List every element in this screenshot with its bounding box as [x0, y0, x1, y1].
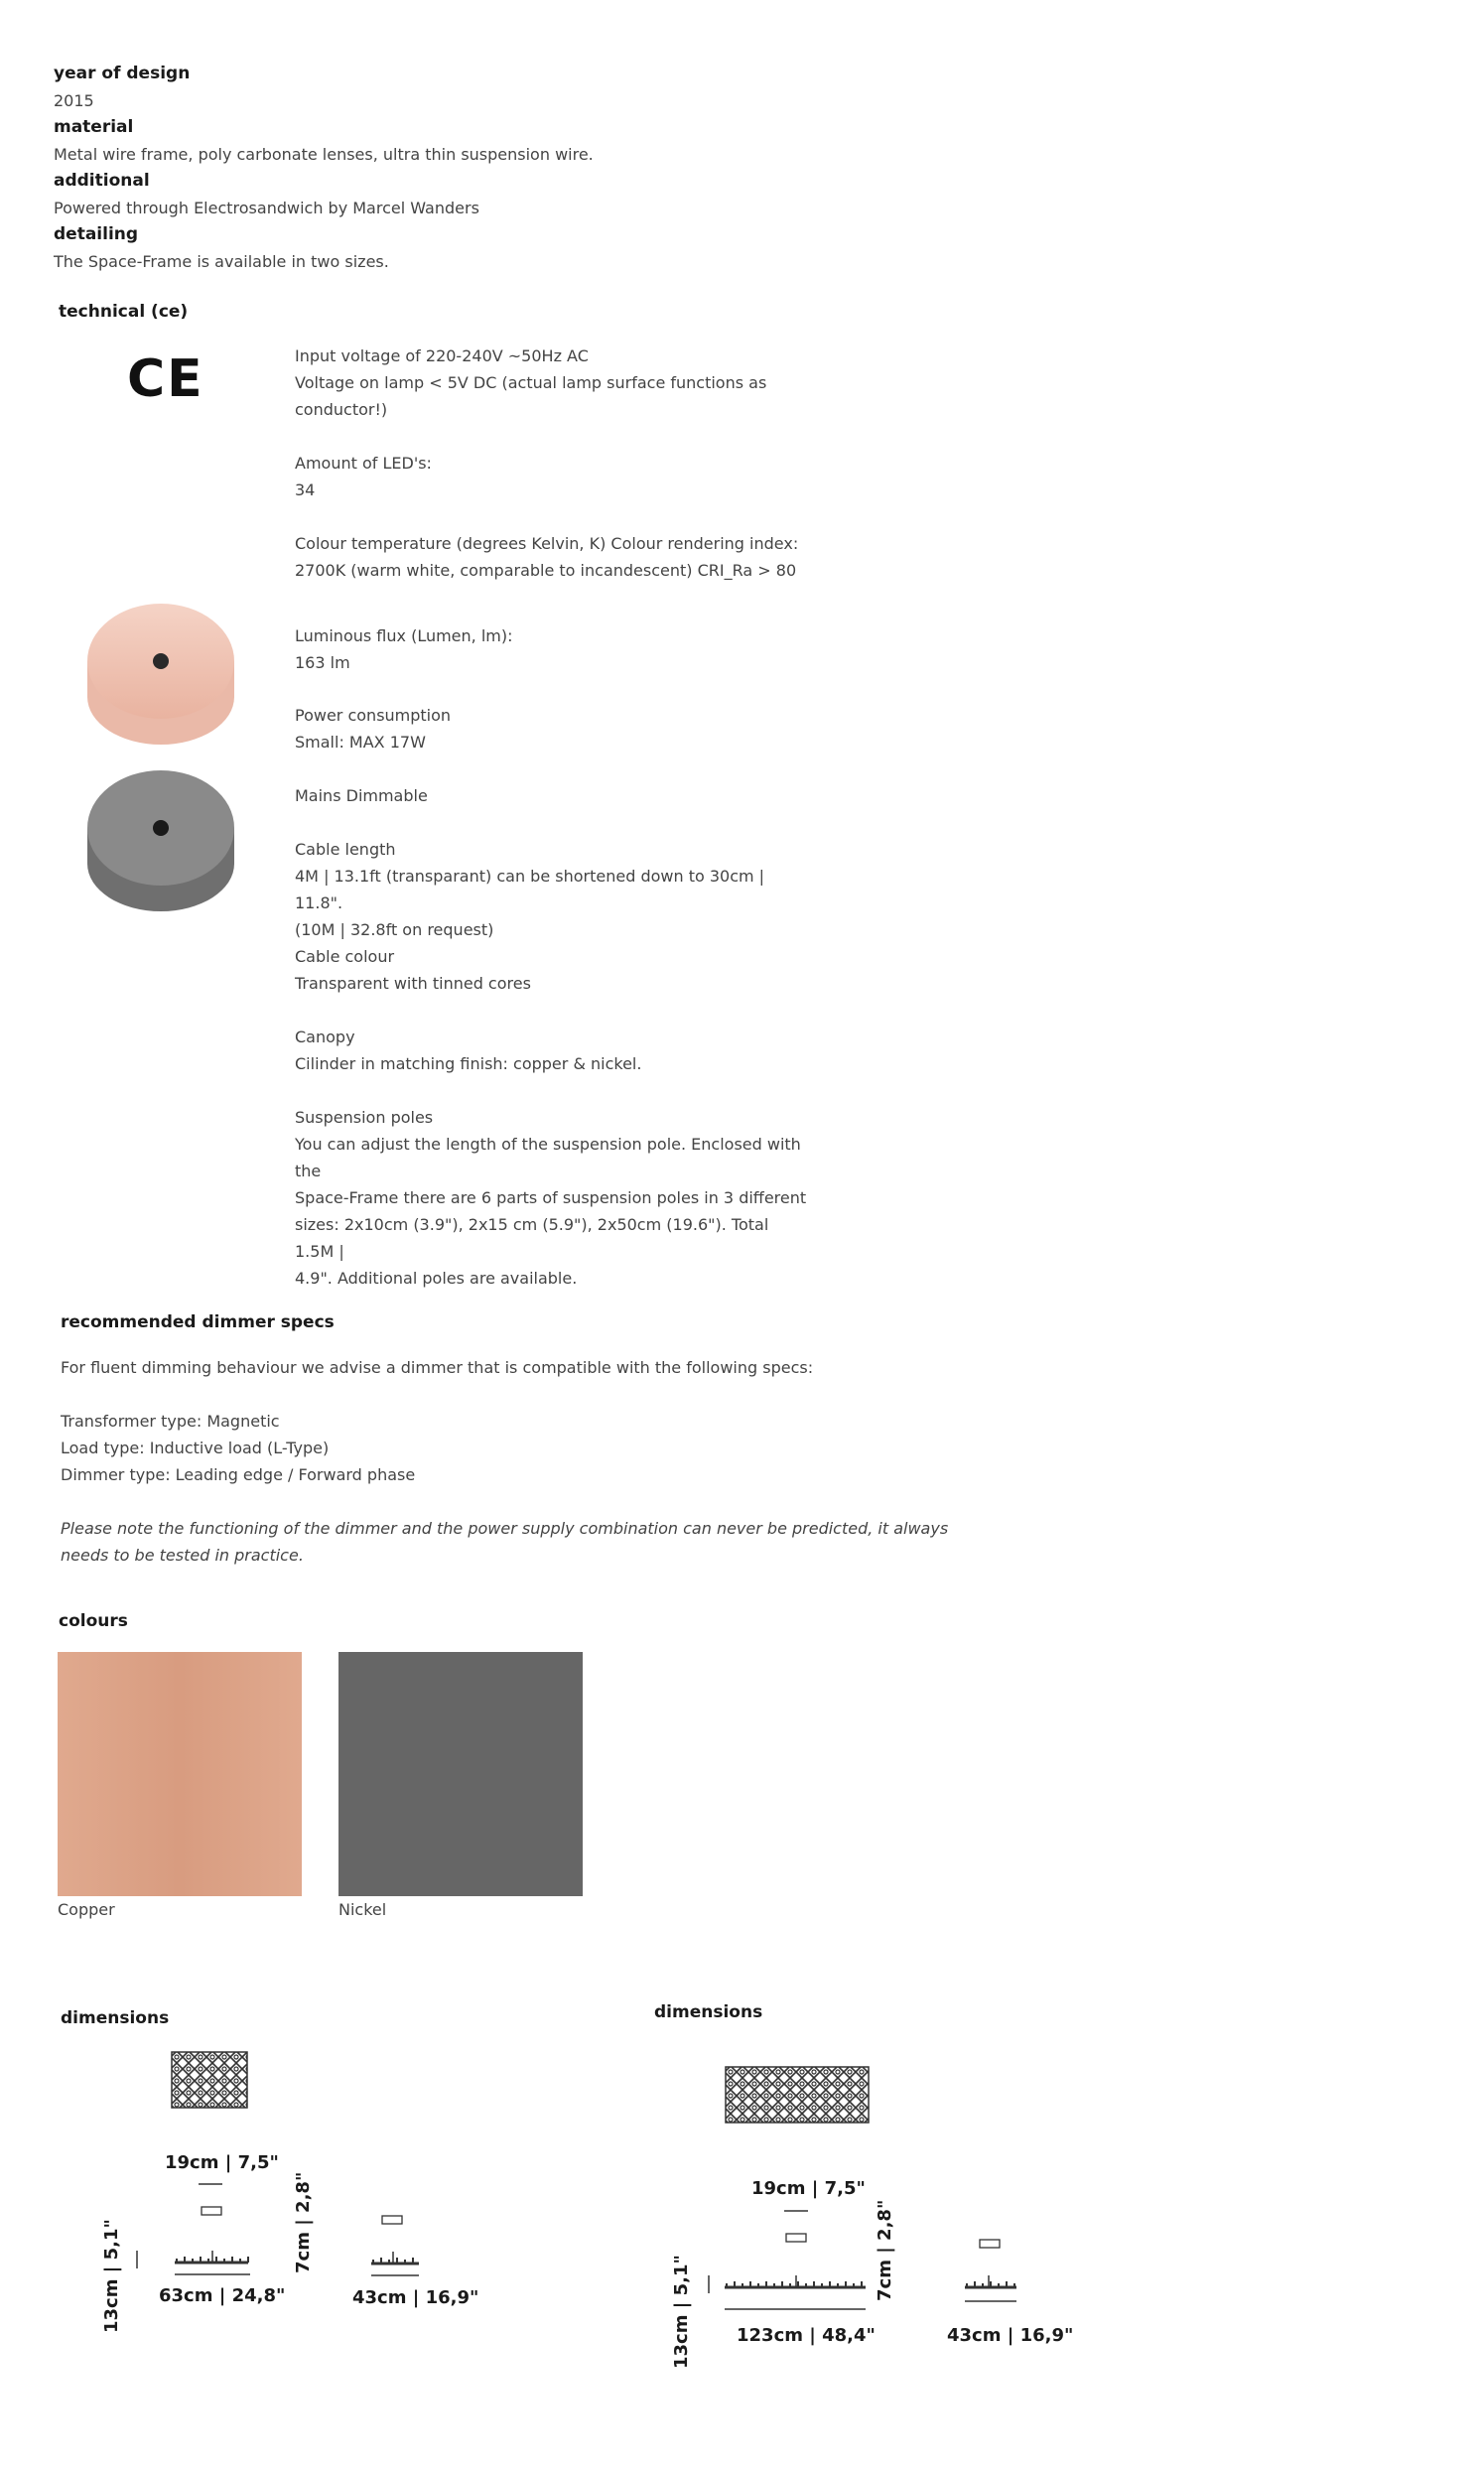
lamp-frame-small-icon	[171, 2051, 248, 2109]
spec-dimmable: Mains Dimmable	[295, 786, 428, 805]
dim-small-length: 63cm | 24,8"	[159, 2285, 286, 2306]
spec-poles-label: Suspension poles	[295, 1108, 434, 1127]
dim-large-depth: 43cm | 16,9"	[947, 2325, 1074, 2346]
dim-small-height-small: 7cm | 2,8"	[293, 2171, 314, 2273]
spec-voltage-line2: Voltage on lamp < 5V DC (actual lamp surface functions as	[295, 373, 767, 392]
info-value-year: 2015	[54, 91, 94, 110]
copper-swatch[interactable]	[58, 1652, 302, 1896]
spec-poles-line3: sizes: 2x10cm (3.9"), 2x15 cm (5.9"), 2x50cm (19.6"). Total 1.5M |	[295, 1215, 769, 1261]
copper-canopy-image	[83, 600, 238, 749]
dim-large-width-top: 19cm | 7,5"	[751, 2178, 866, 2199]
ce-mark-icon: CE	[127, 349, 204, 409]
dimmer-spec-transformer: Transformer type: Magnetic	[61, 1412, 280, 1431]
spec-cable-length-note: (10M | 32.8ft on request)	[295, 920, 494, 939]
dim-small-width-top: 19cm | 7,5"	[165, 2152, 279, 2173]
dimensions-heading-small: dimensions	[61, 2008, 170, 2028]
spec-colour-temp-value: 2700K (warm white, comparable to incandescent) CRI_Ra > 80	[295, 561, 797, 580]
dim-small-depth: 43cm | 16,9"	[352, 2287, 479, 2308]
spec-voltage-line1: Input voltage of 220-240V ~50Hz AC	[295, 346, 589, 365]
spec-flux-label: Luminous flux (Lumen, lm):	[295, 626, 513, 645]
spec-voltage-line3: conductor!)	[295, 400, 388, 419]
dimmer-spec-type: Dimmer type: Leading edge / Forward phase	[61, 1465, 416, 1484]
dimmer-intro: For fluent dimming behaviour we advise a dimmer that is compatible with the following specs:	[61, 1358, 814, 1377]
dimmer-spec-load: Load type: Inductive load (L-Type)	[61, 1439, 330, 1457]
spec-leds-label: Amount of LED's:	[295, 454, 432, 473]
dim-large-height-total: 13cm | 5,1"	[671, 2255, 692, 2369]
info-label-detailing: detailing	[54, 224, 139, 244]
spec-power-value: Small: MAX 17W	[295, 733, 426, 752]
dim-large-height-small: 7cm | 2,8"	[875, 2199, 895, 2301]
info-value-additional: Powered through Electrosandwich by Marcel Wanders	[54, 199, 479, 217]
technical-heading: technical (ce)	[59, 302, 189, 322]
nickel-label: Nickel	[338, 1900, 387, 1919]
nickel-swatch[interactable]	[338, 1652, 583, 1896]
spec-leds-value: 34	[295, 480, 316, 499]
dimmer-note-line1: Please note the functioning of the dimmer and the power supply combination can never be predicted, it always	[61, 1519, 949, 1538]
spec-power-label: Power consumption	[295, 706, 452, 725]
spec-poles-line4: 4.9". Additional poles are available.	[295, 1269, 578, 1288]
spec-poles-line1: You can adjust the length of the suspension pole. Enclosed with the	[295, 1135, 801, 1180]
spec-poles-line2: Space-Frame there are 6 parts of suspension poles in 3 different	[295, 1188, 807, 1207]
dimensions-heading-large: dimensions	[654, 2002, 763, 2022]
dim-large-length: 123cm | 48,4"	[737, 2325, 876, 2346]
info-label-material: material	[54, 117, 134, 137]
copper-label: Copper	[58, 1900, 115, 1919]
info-label-year: year of design	[54, 64, 191, 83]
spec-cable-length-label: Cable length	[295, 840, 396, 859]
spec-canopy-value: Cilinder in matching finish: copper & nickel.	[295, 1054, 642, 1073]
spec-colour-temp-label: Colour temperature (degrees Kelvin, K) Colour rendering index:	[295, 534, 799, 553]
info-label-additional: additional	[54, 171, 150, 191]
dimmer-heading: recommended dimmer specs	[61, 1312, 335, 1332]
lamp-frame-large-icon	[725, 2066, 870, 2124]
info-value-material: Metal wire frame, poly carbonate lenses, ultra thin suspension wire.	[54, 145, 594, 164]
spec-cable-length-value: 4M | 13.1ft (transparant) can be shortened down to 30cm | 11.8".	[295, 867, 765, 912]
dim-small-height-total: 13cm | 5,1"	[101, 2219, 122, 2333]
lamp-side-small-drawing	[99, 2179, 278, 2288]
info-value-detailing: The Space-Frame is available in two sizes.	[54, 252, 389, 271]
spec-flux-value: 163 lm	[295, 653, 350, 672]
spec-canopy-label: Canopy	[295, 1028, 355, 1046]
spec-cable-colour-label: Cable colour	[295, 947, 395, 966]
lamp-side-large-drawing	[695, 2206, 893, 2315]
colours-heading: colours	[59, 1611, 128, 1631]
dimmer-note-line2: needs to be tested in practice.	[61, 1546, 304, 1565]
spec-cable-colour-value: Transparent with tinned cores	[295, 974, 531, 993]
nickel-canopy-image	[83, 766, 238, 915]
lamp-front-large-drawing	[957, 2236, 1036, 2325]
